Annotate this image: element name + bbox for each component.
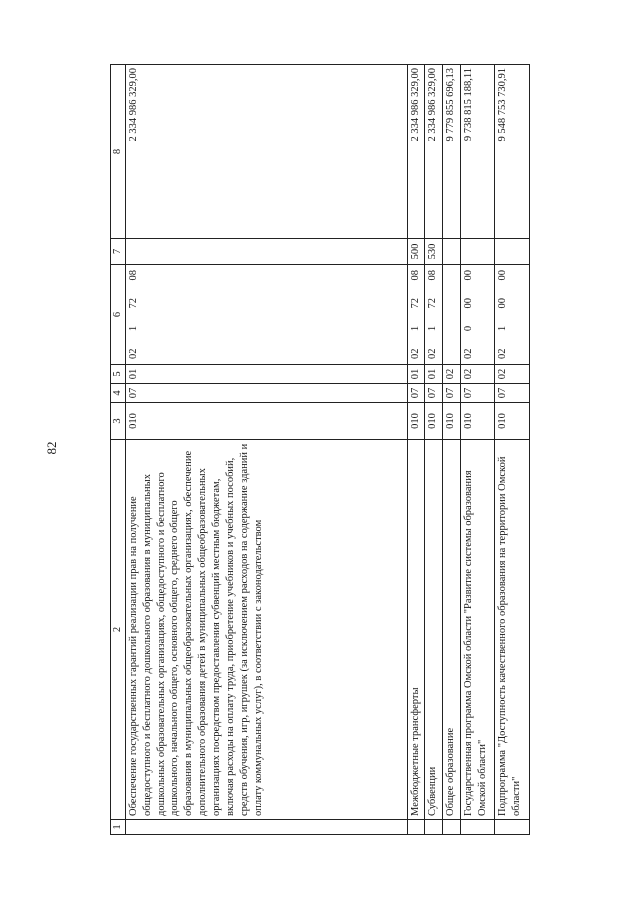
cell-col6 xyxy=(125,265,407,365)
cell-col4: 07 xyxy=(443,384,461,403)
code-part: 02 xyxy=(127,348,139,359)
code-part: 00 xyxy=(462,270,474,281)
target-article-code xyxy=(127,268,141,361)
cell-col7: 500 xyxy=(407,239,425,265)
cell-col7 xyxy=(460,239,495,265)
row-description: Обеспечение государственных гарантий реализации прав на получение общедоступного и бесплатного дошкольного образования в муниципальных дошкольных образовательных организациях, общедоступного и бесплатного дошкольного, начального общего, основного общего, среднего общего образования в муниципальных общеобразовательных организациях, обеспечение дополнительного образования детей в муниципальных общеобразовательных организациях посредством предоставления субвенций местным бюджетам, включая расходы на оплату труда, приобретение учебников и учебных пособий, средств обучения, игр, игрушек (за исключением расходов на содержание зданий и оплату коммунальных услуг), в соответствии с законодательством xyxy=(125,440,407,820)
target-article-code xyxy=(409,268,423,361)
row-description: Подпрограмма "Доступность качественного образования на территории Омской области" xyxy=(495,440,530,820)
code-part: 02 xyxy=(497,348,509,359)
code-part: 02 xyxy=(462,348,474,359)
cell-col5: 02 xyxy=(460,365,495,384)
cell-col5: 02 xyxy=(443,365,461,384)
cell-amount: 2 334 986 329,00 xyxy=(125,65,407,239)
table-row xyxy=(495,65,530,835)
cell-col4: 07 xyxy=(125,384,407,403)
col-header-2: 2 xyxy=(111,440,126,820)
cell-col3: 010 xyxy=(495,403,530,440)
col-header-1: 1 xyxy=(111,820,126,835)
table-row xyxy=(407,65,425,835)
code-part: 72 xyxy=(427,297,439,309)
col-header-4: 4 xyxy=(111,384,126,403)
cell-amount: 2 334 986 329,00 xyxy=(407,65,425,239)
cell-col3: 010 xyxy=(460,403,495,440)
cell-col6 xyxy=(495,265,530,365)
code-part: 08 xyxy=(409,270,421,281)
code-part: 00 xyxy=(497,297,509,309)
budget-table xyxy=(110,64,530,835)
cell-col6 xyxy=(460,265,495,365)
code-part: 72 xyxy=(409,297,421,309)
cell-col4: 07 xyxy=(460,384,495,403)
cell-col6 xyxy=(407,265,425,365)
code-part: 1 xyxy=(409,325,421,332)
cell-col6 xyxy=(425,265,443,365)
col-header-7: 7 xyxy=(111,239,126,265)
cell-col6 xyxy=(443,265,461,365)
cell-col7 xyxy=(125,239,407,265)
cell-col5: 01 xyxy=(407,365,425,384)
row-index-cell xyxy=(443,820,461,835)
row-description: Общее образование xyxy=(443,440,461,820)
col-header-6: 6 xyxy=(111,265,126,365)
code-part: 02 xyxy=(409,348,421,359)
code-part: 0 xyxy=(462,325,474,332)
row-index-cell xyxy=(407,820,425,835)
row-index-cell xyxy=(495,820,530,835)
cell-col3: 010 xyxy=(125,403,407,440)
cell-col4: 07 xyxy=(425,384,443,403)
code-part: 72 xyxy=(127,297,139,309)
code-part: 1 xyxy=(127,325,139,332)
cell-col4: 07 xyxy=(495,384,530,403)
cell-col7 xyxy=(443,239,461,265)
code-part: 02 xyxy=(427,348,439,359)
col-header-3: 3 xyxy=(111,403,126,440)
cell-amount: 2 334 986 329,00 xyxy=(425,65,443,239)
col-header-8: 8 xyxy=(111,65,126,239)
row-description: Государственная программа Омской области "Развитие системы образования Омской области" xyxy=(460,440,495,820)
table-row xyxy=(125,65,407,835)
cell-col5: 01 xyxy=(425,365,443,384)
row-index-cell xyxy=(425,820,443,835)
cell-col3: 010 xyxy=(425,403,443,440)
cell-col3: 010 xyxy=(407,403,425,440)
cell-col5: 02 xyxy=(495,365,530,384)
row-index-cell xyxy=(125,820,407,835)
code-part: 1 xyxy=(497,325,509,332)
cell-col3: 010 xyxy=(443,403,461,440)
code-part: 00 xyxy=(462,297,474,309)
table-row xyxy=(443,65,461,835)
cell-col4: 07 xyxy=(407,384,425,403)
header-row xyxy=(111,65,126,835)
cell-col7: 530 xyxy=(425,239,443,265)
cell-amount: 9 738 815 188,11 xyxy=(460,65,495,239)
row-description: Субвенции xyxy=(425,440,443,820)
code-part: 00 xyxy=(497,270,509,281)
target-article-code xyxy=(426,268,440,361)
code-part: 08 xyxy=(427,270,439,281)
row-index-cell xyxy=(460,820,495,835)
cell-amount: 9 779 855 696,13 xyxy=(443,65,461,239)
code-part: 08 xyxy=(127,270,139,281)
cell-col5: 01 xyxy=(125,365,407,384)
cell-amount: 9 548 753 730,91 xyxy=(495,65,530,239)
row-description: Межбюджетные трансферты xyxy=(407,440,425,820)
budget-table-rotated xyxy=(110,65,530,835)
cell-col7 xyxy=(495,239,530,265)
col-header-5: 5 xyxy=(111,365,126,384)
target-article-code xyxy=(462,268,476,361)
target-article-code xyxy=(496,268,510,361)
table-row xyxy=(425,65,443,835)
table-row xyxy=(460,65,495,835)
code-part: 1 xyxy=(427,325,439,332)
page-number: 82 xyxy=(44,441,59,455)
